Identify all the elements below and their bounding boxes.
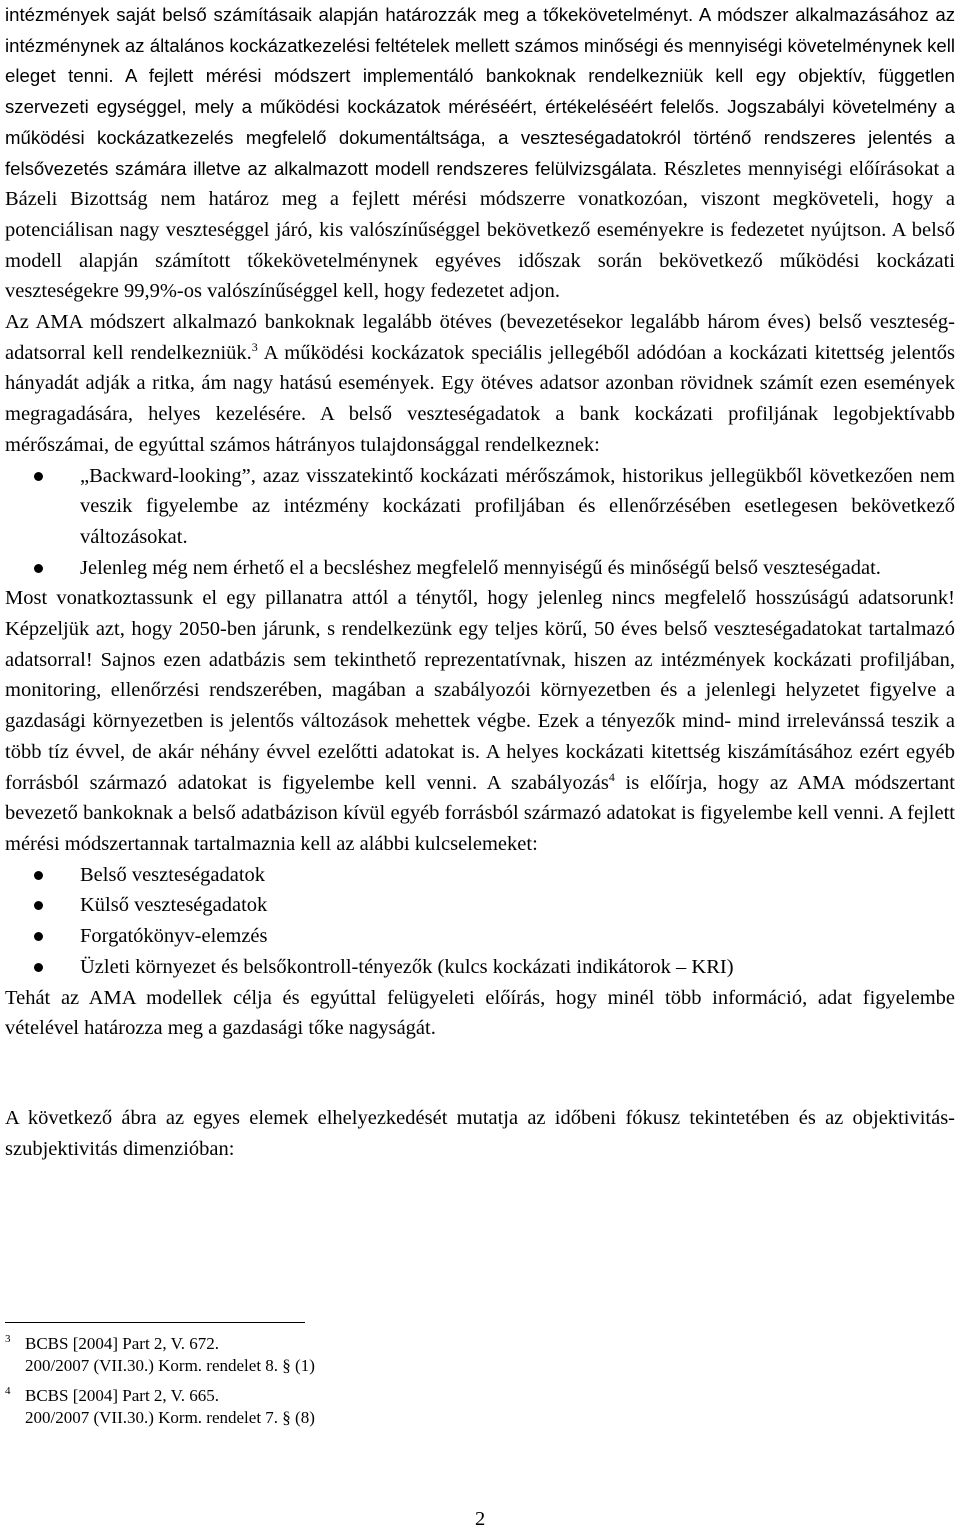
list-item xyxy=(5,890,955,921)
list-item xyxy=(5,860,955,891)
paragraph-text: is előírja, hogy az AMA módszertant bevezető bankoknak a belső adatbázison kívül egyéb forrásból származó adatokat is figyelembe kell venni. A fejlett mérési módszertannak tartalmaznia kell az alábbi kulcselemeket: xyxy=(5,771,955,855)
paragraph-external-data xyxy=(5,583,955,859)
footnote-text: BCBS [2004] Part 2, V. 665. xyxy=(25,1386,219,1405)
list-item xyxy=(5,952,955,983)
footnote-text: 200/2007 (VII.30.) Korm. rendelet 8. § (1) xyxy=(25,1356,315,1375)
paragraph-text: Az AMA módszert alkalmazó bankoknak legalább ötéves (bevezetésekor legalább három éves) belső veszteség-adatsorral kell rendelkezniük. xyxy=(5,311,955,364)
list-item xyxy=(5,461,955,553)
footnote-text: BCBS [2004] Part 2, V. 672. xyxy=(25,1334,219,1353)
paragraph-conclusion: Tehát az AMA modellek célja és egyúttal felügyeleti előírás, hogy minél több információ, adat figyelembe vételével határozza meg a gazdasági tőke nagyságát. xyxy=(5,986,955,1040)
paragraph-sans-part: intézmények saját belső számításaik alapján határozzák meg a tőkekövetelményt. A módszer alkalmazásához az intézménynek az általános kockázatkezelési feltételek mellett számos minőségi és mennyiségi követelménynek kell eleget tenni. A fejlett mérési módszert implementáló bankoknak rendelkezniük kell egy objektív, független szervezeti egységgel, mely a működési kockázatok méréséért, értékeléséért felelős. Jogszabályi követelmény a működési kockázatkezelés megfelelő dokumentáltsága, a veszteségadatokról történő rendszeres jelentés a felsővezetés számára illetve az alkalmazott modell rendszeres felülvizsgálata. xyxy=(5,4,955,179)
bullet-icon xyxy=(34,901,43,910)
footnote-3: $^3$ BCBS [2004] Part 2, V. 672. 200/2007 (VII.30.) Korm. rendelet 8. § (1) xyxy=(5,1333,315,1375)
footnote-text: 200/2007 (VII.30.) Korm. rendelet 7. § (8) xyxy=(25,1408,315,1427)
spacer xyxy=(5,1044,955,1103)
footnote-4: $^4$ BCBS [2004] Part 2, V. 665. 200/2007 (VII.30.) Korm. rendelet 7. § (8) xyxy=(5,1385,315,1427)
bullet-icon xyxy=(34,963,43,972)
paragraph-ama-requirements xyxy=(5,0,955,307)
footnote-ref-3: 3 xyxy=(251,339,258,354)
paragraph-text: A működési kockázatok speciális jellegéből adódóan a kockázati kitettség jelentős hányadát adják a ritka, ám nagy hatású események. Egy ötéves adatsor azonban rövidnek számít ezen események megragadására, helyes kezelésére. A belső veszteségadatok a bank kockázati profiljának legobjektívabb mérőszámai, de egyúttal számos hátrányos tulajdonsággal rendelkeznek: xyxy=(5,341,955,456)
disadvantages-list xyxy=(5,461,955,584)
bullet-icon xyxy=(34,932,43,941)
paragraph-figure-intro: A következő ábra az egyes elemek elhelyezkedését mutatja az időbeni fókusz tekintetében és az objektivitás-szubjektivitás dimenzióban: xyxy=(5,1106,955,1160)
bullet-icon xyxy=(34,564,43,573)
bullet-icon xyxy=(34,871,43,880)
list-item xyxy=(5,553,955,584)
list-item-text: Külső veszteségadatok xyxy=(80,894,268,917)
list-item-text: Belső veszteségadatok xyxy=(80,863,266,886)
bullet-icon xyxy=(34,472,43,481)
list-item-text: Forgatókönyv-elemzés xyxy=(80,925,268,948)
footnote-ref-4: 4 xyxy=(608,769,615,784)
list-item-text: „Backward-looking”, azaz visszatekintő kockázati mérőszámok, historikus jellegükből következően nem veszik figyelembe az intézmény kockázati profiljában és ellenőrzésében esetlegesen bekövetkező változásokat. xyxy=(80,464,955,548)
paragraph-serif-part: Részletes mennyiségi előírásokat a Bázeli Bizottság nem határoz meg a fejlett mérési módszerre vonatkozóan, viszont megköveteli, hogy a potenciálisan nagy veszteséggel járó, kis valószínűséggel bekövetkező eseményekre is fedezetet nyújtson. A belső modell alapján számított tőkekövetelménynek egyéves időszak során bekövetkező működési kockázati veszteségekre 99,9%-os valószínűséggel kell, hogy fedezetet adjon. xyxy=(5,157,955,303)
page-number: 2 xyxy=(475,1508,486,1530)
footnote-divider xyxy=(5,1322,305,1323)
paragraph-text: Most vonatkoztassunk el egy pillanatra attól a ténytől, hogy jelenleg nincs megfelelő hosszúságú adatsorunk! Képzeljük azt, hogy 2050-ben járunk, s rendelkezünk egy teljes körű, 50 éves belső veszteségadatokat tartalmazó adatsorral! Sajnos ezen adatbázis sem tekinthető reprezentatívnak, hiszen az intézmények kockázati profiljában, monitoring, ellenőrzési rendszerében, magában a szabályozói környezetben és a jelenlegi helyzetet figyelve a gazdasági környezetben is jelentős változások mehettek végbe. Ezek a tényezők mind- mind irrelevánssá teszik a több tíz évvel, de akár néhány évvel ezelőtti adatokat is. A helyes kockázati kitettség kiszámításához ezért egyéb forrásból származó adatokat is figyelembe kell venni. A szabályozás xyxy=(5,587,955,794)
list-item xyxy=(5,921,955,952)
list-item-text: Jelenleg még nem érhető el a becsléshez megfelelő mennyiségű és minőségű belső veszteségadat. xyxy=(80,556,881,579)
list-item-text: Üzleti környezet és belsőkontroll-tényezők (kulcs kockázati indikátorok – KRI) xyxy=(80,955,734,978)
document-page xyxy=(5,0,955,1530)
key-elements-list xyxy=(5,860,955,983)
paragraph-internal-loss-data xyxy=(5,307,955,461)
